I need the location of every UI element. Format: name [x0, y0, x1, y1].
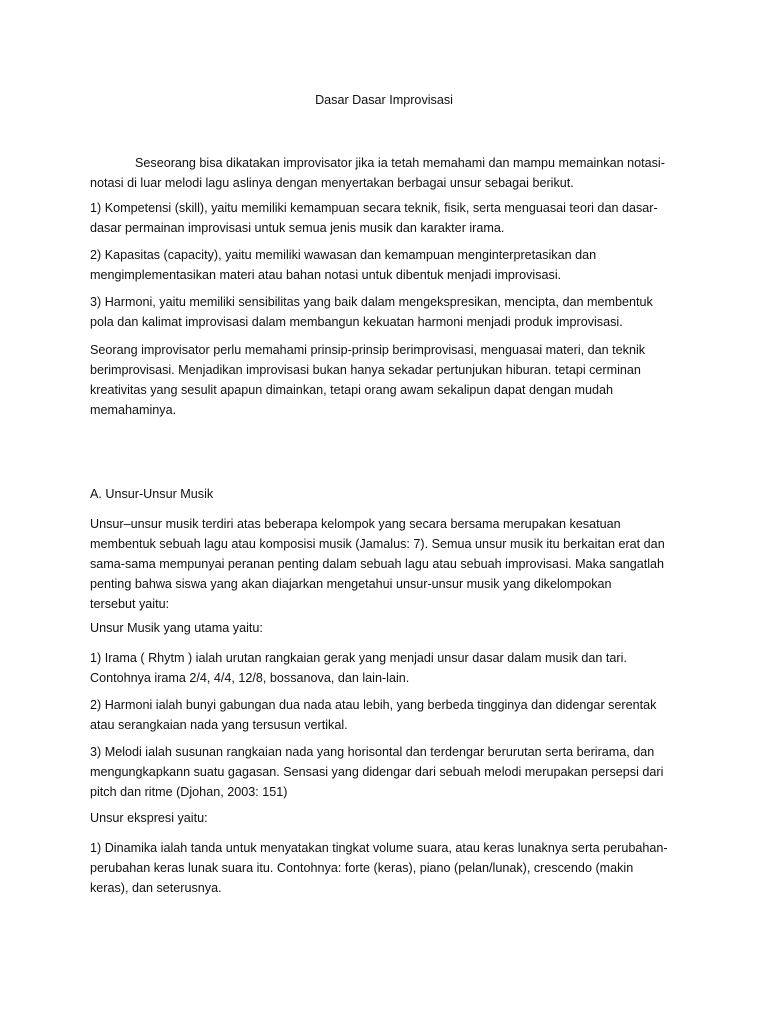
text-line: dasar permainan improvisasi untuk semua jenis musik dan karakter irama. — [90, 221, 505, 235]
text-line: membentuk sebuah lagu atau komposisi musik (Jamalus: 7). Semua unsur musik itu berkaitan erat dan — [90, 537, 665, 551]
text-line: sama-sama mempunyai peranan penting dalam sebuah lagu atau sebuah improvisasi. Maka sangatlah — [90, 557, 665, 571]
text-line: mengungkapkann suatu gagasan. Sensasi yang didengar dari sebuah melodi merupakan persepsi dari — [90, 765, 664, 779]
text-line: memahaminya. — [90, 403, 177, 417]
paragraph-harmoni — [90, 292, 686, 332]
text-line: 1) Dinamika ialah tanda untuk menyatakan tingkat volume suara, atau keras lunaknya serta perubahan- — [90, 841, 668, 855]
text-line: pola dan kalimat improvisasi dalam membangun kekuatan harmoni menjadi produk improvisasi. — [90, 315, 623, 329]
text-line: berimprovisasi. Menjadikan improvisasi bukan hanya sekadar pertunjukan hiburan. tetapi cerminan — [90, 363, 641, 377]
paragraph-unsur-musik — [90, 514, 686, 614]
paragraph-kompetensi — [90, 198, 686, 238]
text-line: notasi di luar melodi lagu aslinya dengan menyertakan berbagai unsur sebagai berikut. — [90, 176, 574, 190]
text-line: Seseorang bisa dikatakan improvisator jika ia tetah memahami dan mampu memainkan notasi- — [135, 156, 665, 170]
text-line: Unsur Musik yang utama yaitu: — [90, 621, 263, 635]
paragraph-harmoni-unsur — [90, 695, 686, 735]
text-line: pitch dan ritme (Djohan, 2003: 151) — [90, 785, 288, 799]
text-line: atau serangkaian nada yang tersusun vertikal. — [90, 718, 348, 732]
paragraph-unsur-utama — [90, 618, 686, 638]
section-heading: A. Unsur-Unsur Musik — [90, 487, 214, 501]
paragraph-melodi — [90, 742, 686, 802]
text-line: Contohnya irama 2/4, 4/4, 12/8, bossanova, dan lain-lain. — [90, 671, 410, 685]
text-line: 1) Kompetensi (skill), yaitu memiliki kemampuan secara teknik, fisik, serta menguasai teori dan dasar- — [90, 201, 658, 215]
paragraph-irama — [90, 648, 686, 688]
text-line: mengimplementasikan materi atau bahan notasi untuk dibentuk menjadi improvisasi. — [90, 268, 562, 282]
text-line: kreativitas yang sesulit apapun dimainkan, tetapi orang awam sekalipun dapat dengan mudah — [90, 383, 613, 397]
text-line: keras), dan seterusnya. — [90, 881, 222, 895]
text-line: 1) Irama ( Rhytm ) ialah urutan rangkaian gerak yang menjadi unsur dasar dalam musik dan tari. — [90, 651, 627, 665]
document-title: Dasar Dasar Improvisasi — [315, 93, 453, 107]
paragraph-intro — [90, 153, 686, 193]
paragraph-improvisator — [90, 340, 686, 420]
text-line: Unsur–unsur musik terdiri atas beberapa kelompok yang secara bersama merupakan kesatuan — [90, 517, 621, 531]
text-line: 2) Kapasitas (capacity), yaitu memiliki wawasan dan kemampuan menginterpretasikan dan — [90, 248, 597, 262]
paragraph-unsur-ekspresi — [90, 808, 686, 828]
paragraph-kapasitas — [90, 245, 686, 285]
text-line: 3) Harmoni, yaitu memiliki sensibilitas yang baik dalam mengekspresikan, mencipta, dan membentuk — [90, 295, 653, 309]
text-line: 3) Melodi ialah susunan rangkaian nada yang horisontal dan terdengar berurutan serta berirama, dan — [90, 745, 655, 759]
text-line: Unsur ekspresi yaitu: — [90, 811, 208, 825]
text-line: Seorang improvisator perlu memahami prinsip-prinsip berimprovisasi, menguasai materi, dan teknik — [90, 343, 646, 357]
text-line: perubahan keras lunak suara itu. Contohnya: forte (keras), piano (pelan/lunak), crescendo (makin — [90, 861, 634, 875]
paragraph-dinamika — [90, 838, 686, 898]
text-line: 2) Harmoni ialah bunyi gabungan dua nada atau lebih, yang berbeda tingginya dan didengar serentak — [90, 698, 657, 712]
text-line: tersebut yaitu: — [90, 597, 170, 611]
text-line: penting bahwa siswa yang akan diajarkan mengetahui unsur-unsur musik yang dikelompokan — [90, 577, 612, 591]
